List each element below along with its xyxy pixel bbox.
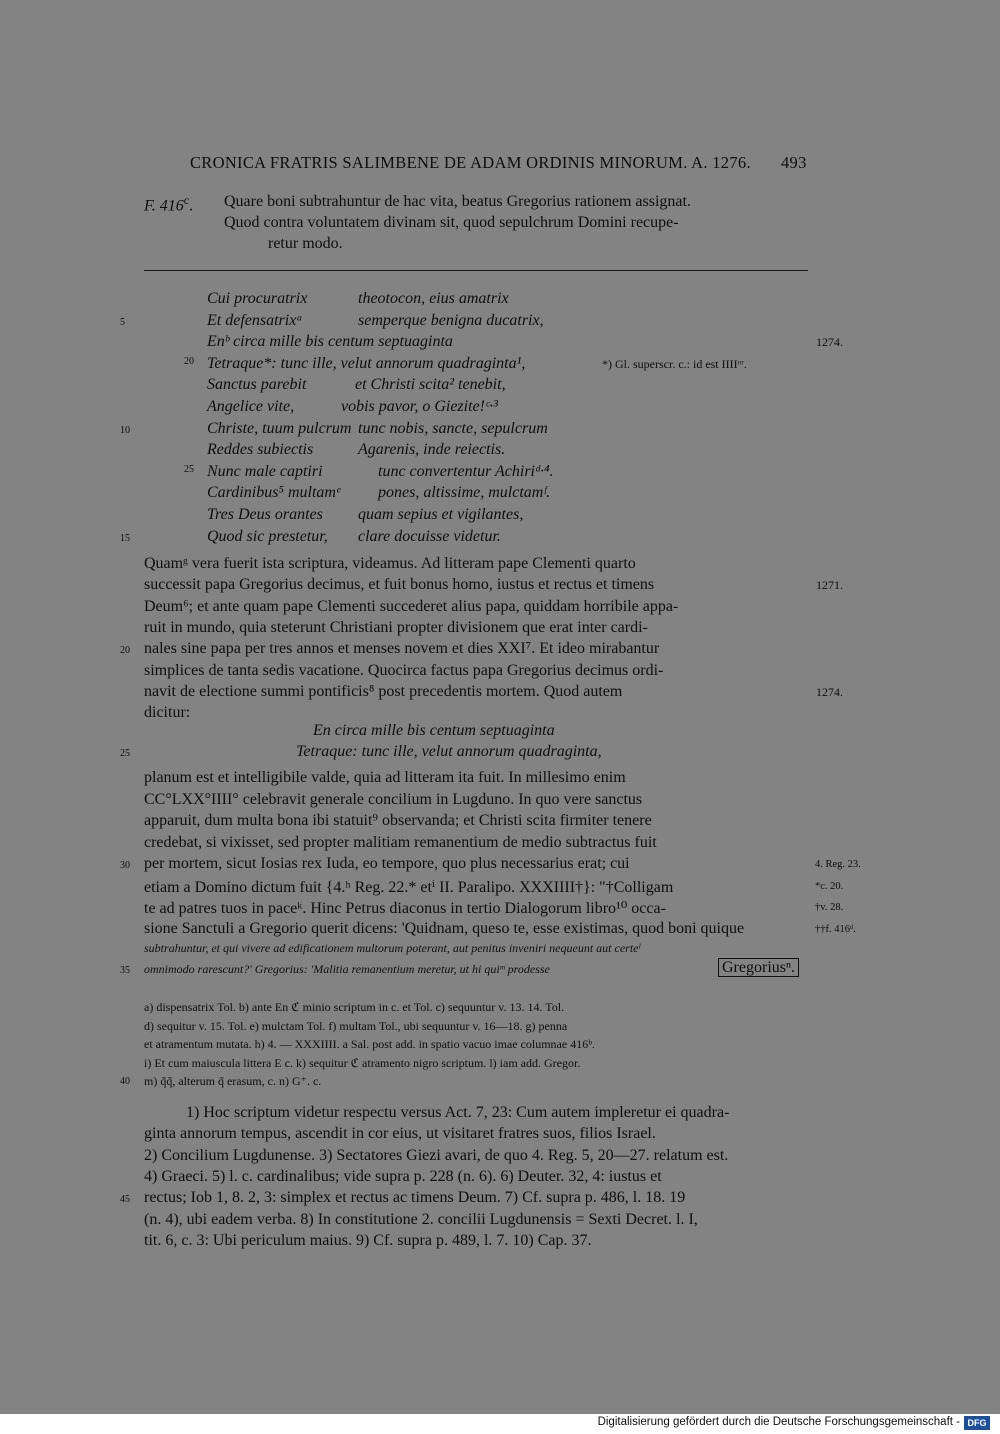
verse-second-half: pones, altissime, mulctamᶠ.	[378, 484, 551, 501]
verse-second-half: semperque benigna ducatrix,	[358, 312, 544, 329]
footnote-line: 1) Hoc scriptum videtur respectu versus Act. 7, 23: Cum autem impleretur ei quadra-	[186, 1104, 730, 1121]
prose-line: apparuit, dum multa bona ibi statuit⁹ observanda; et Christi scita firmiter tenere	[144, 812, 652, 829]
margin-reference: 4. Reg. 23.	[815, 859, 861, 870]
summary-line-2: Quod contra voluntatem divinam sit, quod sepulchrum Domini recupe-	[224, 214, 679, 231]
apparatus-line: et atramentum mutata. h) 4. — XXXIIII. a Sal. post add. in spatio vacuo imae columnae 416ᵇ.	[144, 1037, 595, 1051]
margin-year: 1274.	[816, 335, 843, 349]
boxed-word: Gregoriusⁿ.	[718, 959, 799, 977]
margin-year: 1271.	[816, 578, 843, 592]
margin-year: 1274.	[816, 685, 843, 699]
prose-line: per mortem, sicut Iosias rex Iuda, eo tempore, quo plus necessarius erat; cui	[144, 855, 630, 872]
gloss-note: *) Gl. superscr. c.: id est IIIIᵒʳ.	[602, 357, 747, 371]
line-number: 25	[120, 748, 130, 759]
margin-reference: *c. 20.	[815, 881, 844, 892]
line-number: 20	[120, 645, 130, 656]
footnote-line: 4) Graeci. 5) l. c. cardinalibus; vide supra p. 228 (n. 6). 6) Deuter. 32, 4: iustus et	[144, 1168, 662, 1185]
prose-line: subtrahuntur, et qui vivere ad edificationem multorum poterant, aut penitus inveniri nequeunt aut certeˡ	[144, 941, 641, 955]
page-number: 493	[781, 153, 807, 172]
verse-first-half: Tres Deus orantes	[207, 506, 323, 523]
prose-line: planum est et intelligibile valde, quia ad litteram ita fuit. In millesimo enim	[144, 769, 626, 786]
footnote-line: (n. 4), ubi eadem verba. 8) In constitutione 2. concilii Lugdunensis = Sexti Decret. l. I,	[144, 1211, 698, 1228]
line-number: 20	[184, 356, 194, 367]
prose-line: nales sine papa per tres annos et menses novem et dies XXI⁷. Et ideo mirabantur	[144, 640, 660, 657]
quote-line-1: En circa mille bis centum septuaginta	[313, 722, 555, 739]
verse-first-half: Quod sic prestetur,	[207, 528, 328, 545]
folio-label: F. 416	[144, 197, 184, 215]
dfg-logo: DFG	[964, 1416, 990, 1430]
line-number: 40	[120, 1076, 130, 1087]
prose-line: te ad patres tuos in paceᵏ. Hinc Petrus diaconus in tertio Dialogorum libro¹⁰ occa-	[144, 900, 666, 917]
verse-second-half: tunc nobis, sancte, sepulcrum	[358, 420, 548, 437]
verse-first-half: Reddes subiectis	[207, 441, 314, 458]
footnote-line: ginta annorum tempus, ascendit in cor eius, ut visitaret fratres suos, filios Israel.	[144, 1125, 656, 1142]
prose-line: navit de electione summi pontificis⁸ post precedentis mortem. Quod autem	[144, 683, 623, 700]
verse-second-half: et Christi scita² tenebit,	[355, 376, 506, 393]
prose-line: Quamᵍ vera fuerit ista scriptura, videamus. Ad litteram pape Clementi quarto	[144, 555, 636, 572]
verse-first-half: Nunc male captiri	[207, 463, 323, 480]
line-number: 15	[120, 533, 130, 544]
footnote-line: tit. 6, c. 3: Ubi periculum maius. 9) Cf. supra p. 489, l. 7. 10) Cap. 37.	[144, 1232, 592, 1249]
prose-line: CC°LXX°IIII° celebravit generale concilium in Lugduno. In quo vere sanctus	[144, 791, 643, 808]
verse-second-half: quam sepius et vigilantes,	[358, 506, 524, 523]
verse-first-half: Sanctus parebit	[207, 376, 307, 393]
prose-line: simplices de tanta sedis vacatione. Quocirca factus papa Gregorius decimus ordi-	[144, 662, 664, 679]
running-title: CRONICA FRATRIS SALIMBENE DE ADAM ORDINIS MINORUM. A. 1276.	[190, 153, 751, 172]
line-number: 45	[120, 1194, 130, 1205]
apparatus-line: i) Et cum maiuscula littera E c. k) sequitur ℭ atramento nigro scriptum. l) iam add. Gregor.	[144, 1056, 581, 1070]
verse-second-half: Agarenis, inde reiectis.	[358, 441, 506, 458]
margin-reference: †v. 28.	[815, 902, 844, 913]
prose-line: Deum⁶; et ante quam pape Clementi succederet alius papa, quiddam horribile appa-	[144, 598, 679, 615]
quote-line-2: Tetraque: tunc ille, velut annorum quadraginta,	[296, 743, 602, 760]
prose-line: sione Sanctuli a Gregorio querit dicens: 'Quidnam, queso te, esse existimas, quod boni quique	[144, 920, 745, 937]
apparatus-line: m) q̃q̃, alterum q̃ erasum, c. n) G⁺. c.	[144, 1074, 322, 1088]
apparatus-line: a) dispensatrix Tol. b) ante En ℭ minio scriptum in c. et Tol. c) sequuntur v. 13. 14. Tol.	[144, 1000, 565, 1014]
verse-first-half: Christe, tuum pulcrum	[207, 420, 352, 437]
apparatus-line: d) sequitur v. 15. Tol. e) mulctam Tol. f) multam Tol., ubi sequuntur v. 16—18. g) penna	[144, 1019, 568, 1033]
prose-line: dicitur:	[144, 704, 191, 721]
verse-second-half: clare docuisse videtur.	[358, 528, 501, 545]
prose-line: successit papa Gregorius decimus, et fuit bonus homo, iustus et rectus et timens	[144, 576, 655, 593]
footer-credit: Digitalisierung gefördert durch die Deutsche Forschungsgemeinschaft -	[597, 1416, 960, 1428]
margin-reference: ††f. 416ᵈ.	[815, 924, 856, 935]
verse-first-half: Angelice vite,	[207, 398, 295, 415]
line-number: 5	[120, 317, 125, 328]
line-number: 10	[120, 425, 130, 436]
verse-first-half: Enᵇ circa mille bis centum septuaginta	[207, 333, 453, 350]
summary-line-3: retur modo.	[268, 235, 343, 252]
prose-line: ruit in mundo, quia steterunt Christiani propter divisionem que erat inter cardi-	[144, 619, 648, 636]
line-number: 25	[184, 464, 194, 475]
verse-second-half: theotocon, eius amatrix	[358, 290, 509, 307]
footnote-line: rectus; Iob 1, 8. 2, 3: simplex et rectus ac timens Deum. 7) Cf. supra p. 486, l. 18. 19	[144, 1189, 686, 1206]
line-number: 35	[120, 965, 130, 976]
prose-line: etiam a Domino dictum fuit {4.ʰ Reg. 22.* etⁱ II. Paralipo. XXXIIII†}: "†Colligam	[144, 879, 674, 896]
folio-ref: F. 416$^c$.	[144, 193, 194, 215]
footnote-line: 2) Concilium Lugdunense. 3) Sectatores Giezi avari, de quo 4. Reg. 5, 20—27. relatum est.	[144, 1147, 729, 1164]
folio-sup: c	[183, 193, 190, 207]
verse-second-half: tunc convertentur Achiriᵈ·⁴.	[378, 463, 554, 480]
verse-first-half: Cardinibus⁵ multamᵉ	[207, 484, 341, 501]
verse-first-half: Et defensatrixᵃ	[207, 312, 303, 329]
summary-line-1: Quare boni subtrahuntur de hac vita, beatus Gregorius rationem assignat.	[224, 193, 691, 210]
prose-line: credebat, si vixisset, sed propter malitiam remanentium de medio subtractus fuit	[144, 834, 657, 851]
prose-line: omnimodo rarescunt?' Gregorius: 'Malitia remanentium meretur, ut hi quiᵐ prodesse	[144, 962, 550, 976]
verse-second-half: vobis pavor, o Giezite!ᶜ·³	[341, 398, 498, 415]
verse-first-half: Cui procuratrix	[207, 290, 308, 307]
verse-first-half: Tetraque*: tunc ille, velut annorum quadraginta¹,	[207, 355, 526, 372]
line-number: 30	[120, 860, 130, 871]
separator-rule	[144, 270, 808, 271]
